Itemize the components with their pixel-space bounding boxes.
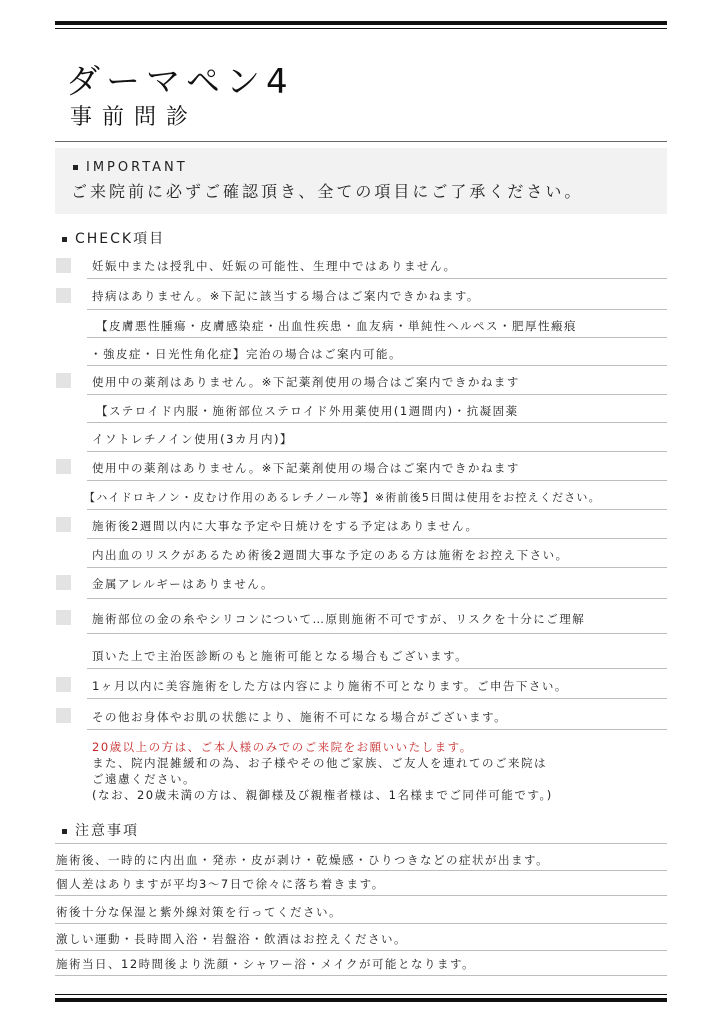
note-line: 施術後、一時的に内出血・発赤・皮が剥け・乾燥感・ひりつきなどの症状が出ます。 [56,853,550,867]
divider [87,309,667,310]
divider [87,538,667,539]
divider [87,698,667,699]
age-notice: 20歳以上の方は、ご本人様のみでのご来院をお願いいたします。 [92,740,473,754]
check-line: ・強皮症・日光性角化症】完治の場合はご案内可能。 [90,347,402,361]
checkbox-chronic-disease[interactable] [56,288,71,303]
divider [55,843,667,844]
divider [87,422,667,423]
checkbox-medication-2[interactable] [56,459,71,474]
checkbox-medication-1[interactable] [56,373,71,388]
checkbox-pregnancy[interactable] [56,258,71,273]
bullet-icon [73,165,78,170]
age-text: ご遠慮ください。 [92,772,196,786]
note-line: 激しい運動・長時間入浴・岩盤浴・飲酒はお控えください。 [56,932,407,946]
divider [87,480,667,481]
divider [87,668,667,669]
divider [55,895,667,896]
important-text: ご来院前に必ずご確認頂き、全ての項目にご了承ください。 [71,182,584,201]
important-box [55,148,667,214]
divider [87,394,667,395]
divider [55,870,667,871]
check-line: 使用中の薬剤はありません。※下記薬剤使用の場合はご案内できかねます [92,461,520,475]
check-line: 【皮膚悪性腫瘍・皮膚感染症・出血性疾患・血友病・単純性ヘルペス・肥厚性瘢痕 [96,319,577,333]
check-line: 【ハイドロキノン・皮むけ作用のあるレチノール等】※術前後5日間は使用をお控えください。 [84,491,601,504]
important-heading: IMPORTANT [73,160,188,175]
divider [87,278,667,279]
checkbox-metal-allergy[interactable] [56,575,71,590]
bottom-rule-thick [55,998,667,1002]
note-line: 術後十分な保湿と紫外線対策を行ってください。 [56,905,342,919]
divider [87,451,667,452]
page-subtitle: 事前問診 [70,105,199,130]
divider [87,365,667,366]
note-line: 施術当日、12時間後より洗顔・シャワー浴・メイクが可能となります。 [56,957,476,971]
check-line: 内出血のリスクがあるため術後2週間大事な予定のある方は施術をお控え下さい。 [92,548,569,562]
top-rule-thick [55,21,667,25]
divider [87,509,667,510]
check-line: 頂いた上で主治医診断のもと施術可能となる場合もございます。 [92,649,469,663]
divider [87,337,667,338]
top-rule-thin [55,28,667,29]
checkbox-schedule[interactable] [56,517,71,532]
check-line: 妊娠中または授乳中、妊娠の可能性、生理中ではありません。 [92,259,457,273]
check-line: 1ヶ月以内に美容施術をした方は内容により施術不可となります。ご申告下さい。 [92,679,568,693]
checkbox-other-condition[interactable] [56,708,71,723]
check-line: イソトレチノイン使用(3カ月内)】 [92,432,293,446]
age-text: (なお、20歳未満の方は、親御様及び親権者様は、1名様までご同伴可能です。) [92,788,553,802]
divider [55,950,667,951]
divider [55,923,667,924]
check-line: 施術後2週間以内に大事な予定や日焼けをする予定はありません。 [92,519,479,533]
check-line: 持病はありません。※下記に該当する場合はご案内できかねます。 [92,289,480,303]
check-line: 金属アレルギーはありません。 [92,577,274,591]
check-line: 使用中の薬剤はありません。※下記薬剤使用の場合はご案内できかねます [92,375,520,389]
bullet-icon [62,237,67,242]
divider [87,633,667,634]
divider [87,729,667,730]
divider [87,567,667,568]
bottom-rule-thin [55,994,667,995]
note-line: 個人差はありますが平均3〜7日で徐々に落ち着きます。 [56,877,385,891]
notes-heading: 注意事項 [62,820,139,840]
bullet-icon [62,829,67,834]
header-divider [55,141,667,142]
check-heading: CHECK項目 [62,228,165,248]
age-text: また、院内混雑緩和の為、お子様やその他ご家族、ご友人を連れてのご来院は [92,756,547,770]
divider [87,598,667,599]
check-line: その他お身体やお肌の状態により、施術不可になる場合がございます。 [92,710,508,724]
check-line: 【ステロイド内服・施術部位ステロイド外用薬使用(1週間内)・抗凝固薬 [96,404,519,418]
check-line: 施術部位の金の糸やシリコンについて…原則施術不可ですが、リスクを十分にご理解 [92,612,586,626]
checkbox-gold-thread[interactable] [56,610,71,625]
page-title: ダーマペン4 [66,62,294,102]
divider [55,975,667,976]
checkbox-recent-treatment[interactable] [56,677,71,692]
